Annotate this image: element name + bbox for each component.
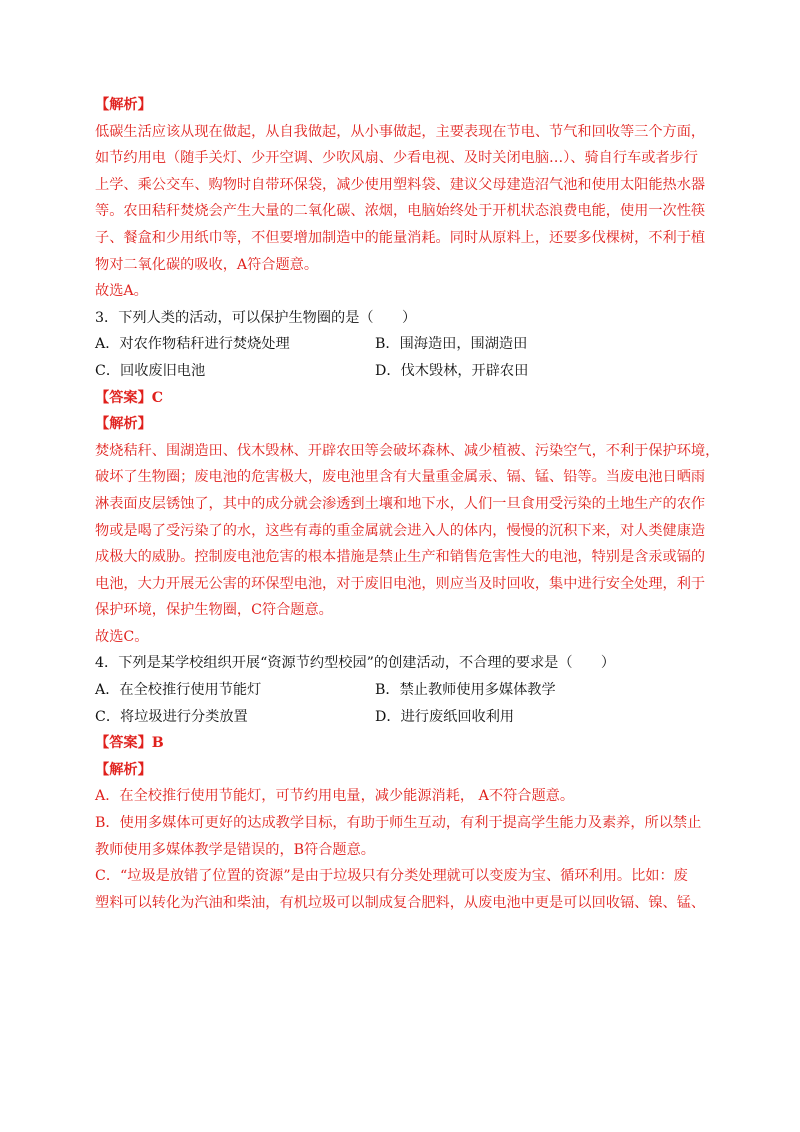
q4-option-d: D．进行废纸回收利用: [375, 708, 515, 725]
q4-explanation-line: 塑料可以转化为汽油和柴油，有机垃圾可以制成复合肥料，从废电池中更是可以回收镉、镍、锰、: [95, 894, 706, 911]
q3-explanation-line: 破坏了生物圈；废电池的危害极大，废电池里含有大量重金属汞、镉、锰、铅等。当废电池日晒雨: [95, 469, 706, 486]
q4-explanation-line: 教师使用多媒体教学是错误的，B符合题意。: [95, 841, 375, 858]
q3-stem: 3．下列人类的活动，可以保护生物圈的是（ ）: [95, 309, 417, 326]
q2-choice: 故选A。: [95, 283, 148, 300]
q3-explanation-line: 淋表面皮层锈蚀了，其中的成分就会渗透到土壤和地下水，人们一旦食用受污染的土地生产的农作: [95, 495, 706, 512]
q3-explanation-line: 保护环境，保护生物圈，C符合题意。: [95, 602, 333, 619]
q3-options-row-2: [95, 358, 710, 385]
q4-option-b: B．禁止教师使用多媒体教学: [375, 682, 556, 699]
q2-explanation-line: 物对二氧化碳的吸收，A符合题意。: [95, 256, 319, 273]
page-content: [95, 92, 720, 916]
q4-explanation-line: B．使用多媒体可更好的达成教学目标，有助于师生互动，有利于提高学生能力及素养，所以禁止: [95, 815, 702, 832]
q3-explanation-line: 成极大的威胁。控制废电池危害的根本措施是禁止生产和销售危害性大的电池，特别是含汞或镉的: [95, 549, 706, 566]
q4-explanation-label: 【解析】: [95, 761, 152, 778]
q3-options-row-1: [95, 331, 710, 358]
q3-option-b: B．围海造田，围湖造田: [375, 336, 528, 353]
q3-explanation-line: 物或是喝了受污染了的水，这些有毒的重金属就会进入人的体内，慢慢的沉积下来，对人类健康造: [95, 522, 706, 539]
q2-explanation-line: 等。农田秸秆焚烧会产生大量的二氧化碳、浓烟，电脑始终处于开机状态浪费电能，使用一次性筷: [95, 203, 706, 220]
q2-explanation-label: 【解析】: [95, 97, 152, 113]
q3-choice: 故选C。: [95, 628, 149, 645]
q4-explanation-text: [95, 783, 710, 916]
q4-explanation-line: A．在全校推行使用节能灯，可节约用电量，减少能源消耗， A不符合题意。: [95, 788, 575, 805]
q3-option-a: A．对农作物秸秆进行焚烧处理: [95, 336, 290, 353]
q4-option-a: A．在全校推行使用节能灯: [95, 682, 262, 699]
q4-options-row-1: [95, 677, 710, 704]
q3-option-c: C．回收废旧电池: [95, 362, 206, 379]
q3-explanation-text: [95, 438, 720, 624]
q3-explanation-label: 【解析】: [95, 416, 152, 433]
q3-explanation-line: 电池，大力开展无公害的环保型电池，对于废旧电池，则应当及时回收，集中进行安全处理，利于: [95, 575, 706, 592]
q4-options-row-2: [95, 704, 710, 731]
q2-explanation-text: [95, 119, 710, 279]
q2-explanation-line: 上学、乘公交车、购物时自带环保袋，减少使用塑料袋、建议父母建造沼气池和使用太阳能热水器: [95, 176, 706, 193]
q3-answer: 【答案】C: [95, 389, 164, 406]
q4-explanation-line: C．“垃圾是放错了位置的资源”是由于垃圾只有分类处理就可以变废为宝、循环利用。比如：废: [95, 868, 688, 885]
q3-explanation-line: 焚烧秸秆、围湖造田、伐木毁林、开辟农田等会破坏森林、减少植被、污染空气，不利于保护环境，: [95, 442, 720, 459]
q2-explanation-line: 如节约用电（随手关灯、少开空调、少吹风扇、少看电视、及时关闭电脑…）、骑自行车或者步行: [95, 150, 698, 167]
q4-option-c: C．将垃圾进行分类放置: [95, 708, 248, 725]
q3-option-d: D．伐木毁林，开辟农田: [375, 362, 529, 379]
q4-answer: 【答案】B: [95, 735, 164, 752]
q2-explanation-line: 子、餐盒和少用纸巾等，不但要增加制造中的能量消耗。同时从原料上，还要多伐棵树，不利于植: [95, 229, 706, 246]
q2-explanation-line: 低碳生活应该从现在做起，从自我做起，从小事做起，主要表现在节电、节气和回收等三个方面，: [95, 123, 706, 140]
q4-stem: 4．下列是某学校组织开展“资源节约型校园”的创建活动，不合理的要求是（ ）: [95, 655, 616, 672]
